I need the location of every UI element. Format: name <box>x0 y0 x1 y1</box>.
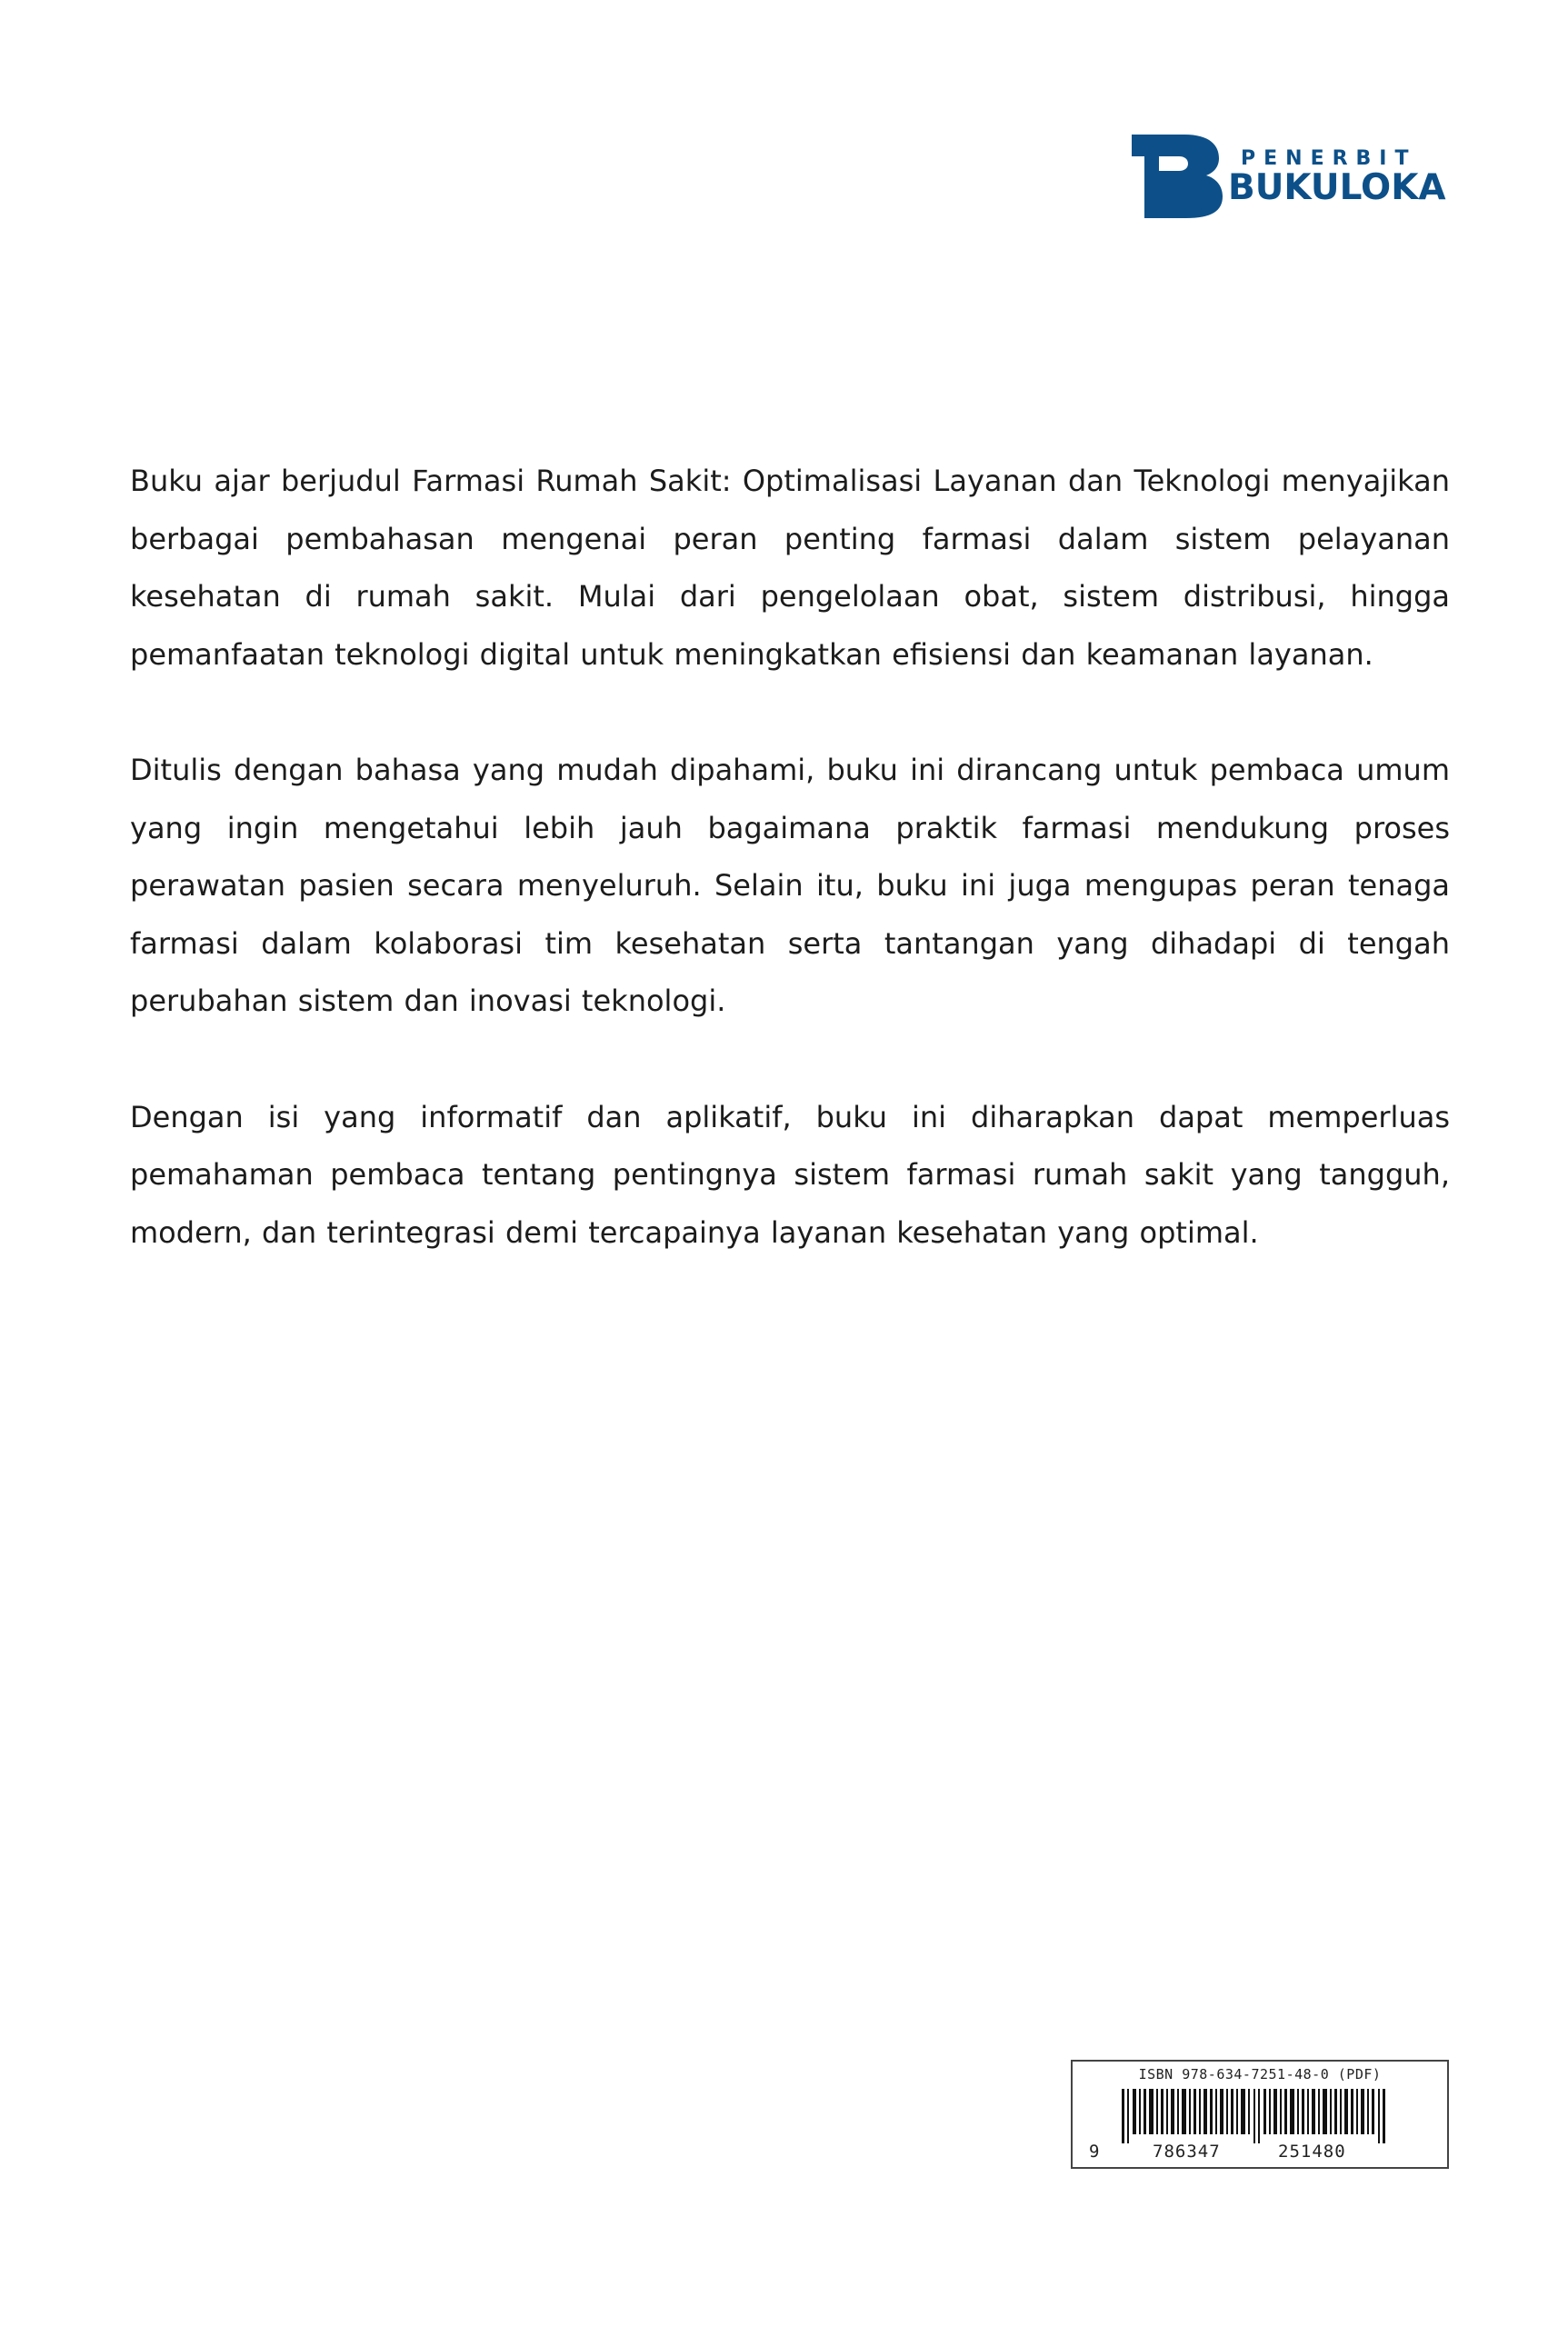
isbn-label: ISBN 978-634-7251-48-0 (PDF) <box>1138 2066 1382 2082</box>
barcode-bars <box>1122 2089 1394 2143</box>
barcode-digits-left: 786347 <box>1153 2142 1221 2162</box>
bukuloka-logo-mark <box>1132 135 1223 218</box>
barcode-lead-digit: 9 <box>1089 2142 1100 2162</box>
blurb-paragraph-3: Dengan isi yang informatif dan aplikatif, buku ini diharapkan dapat memperluas pemahaman pembaca tentang pentingnya sistem farmasi rumah sakit yang tangguh, modern, dan terintegrasi demi tercapainya layanan kesehatan yang optimal. <box>130 1099 1450 1250</box>
blurb-paragraph-2: Ditulis dengan bahasa yang mudah dipahami, buku ini dirancang untuk pembaca umum yang ingin mengetahui lebih jauh bagaimana praktik farmasi mendukung proses perawatan pasien secara menyeluruh. Selain itu, buku ini juga mengupas peran tenaga farmasi dalam kolaborasi tim kesehatan serta tantangan yang dihadapi di tengah perubahan sistem dan inovasi teknologi. <box>130 753 1450 1018</box>
back-cover-blurb <box>130 453 1450 1320</box>
isbn-barcode <box>1071 2060 1449 2169</box>
publisher-name: BUKULOKA <box>1228 167 1446 208</box>
blurb-paragraph-1: Buku ajar berjudul Farmasi Rumah Sakit: Optimalisasi Layanan dan Teknologi menyajikan berbagai pembahasan mengenai peran penting farmasi dalam sistem pelayanan kesehatan di rumah sakit. Mulai dari pengelolaan obat, sistem distribusi, hingga pemanfaatan teknologi digital untuk meningkatkan efisiensi dan keamanan layanan. <box>130 464 1450 672</box>
publisher-logo <box>1132 135 1450 218</box>
publisher-label-small: PENERBIT <box>1241 147 1417 170</box>
barcode-digits-right: 251480 <box>1278 2142 1346 2162</box>
